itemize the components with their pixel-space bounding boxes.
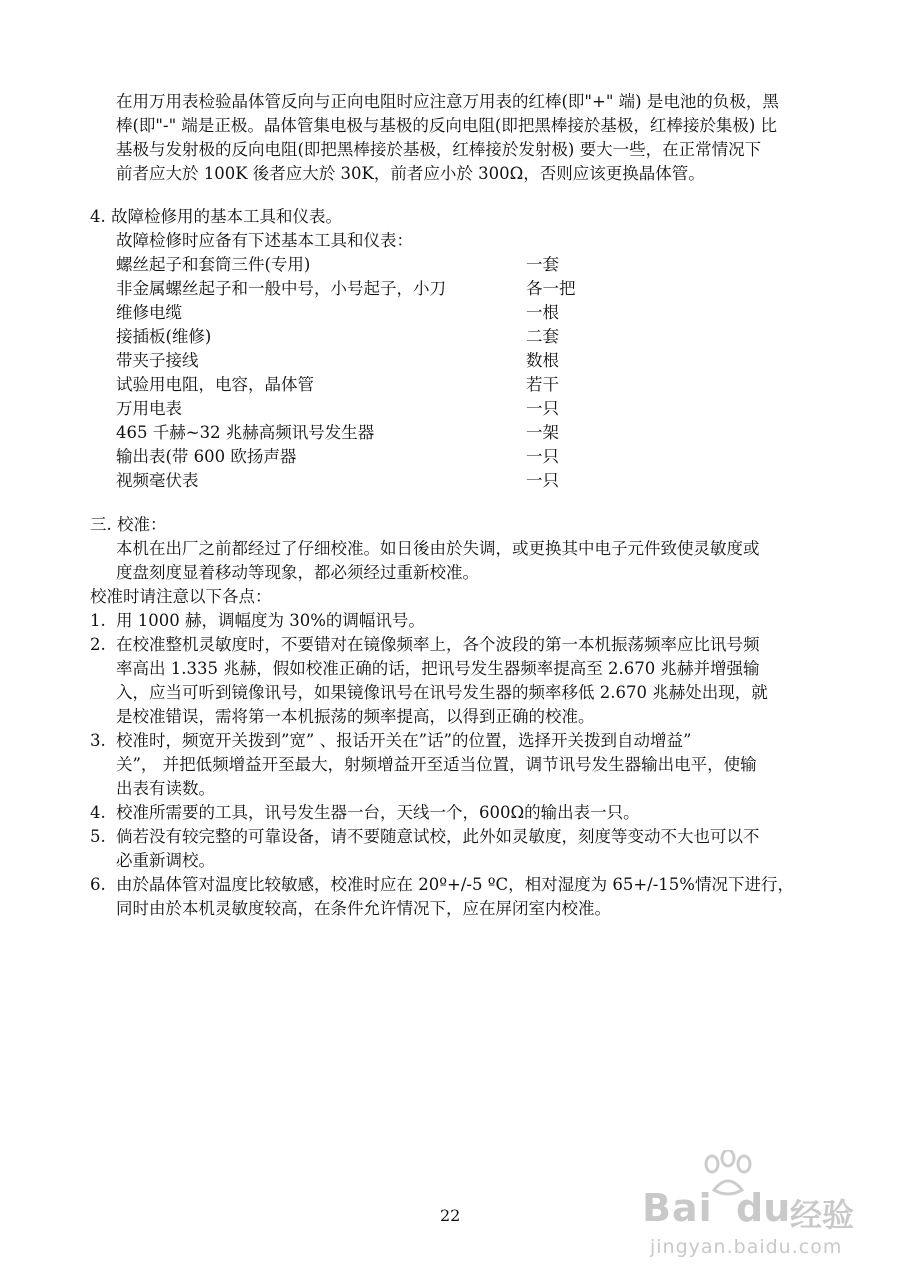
text-line: 入，应当可听到镜像讯号，如果镜像讯号在讯号发生器的频率移低 2.670 兆赫处出现，就 <box>116 683 768 702</box>
watermark-cn: 经验 <box>790 1196 855 1234</box>
watermark-brand: Bai <box>642 1186 713 1230</box>
notes-heading: 校准时请注意以下各点： <box>90 587 272 606</box>
tool-qty: 若干 <box>526 375 559 394</box>
page-number: 22 <box>440 1206 461 1225</box>
text-line: 本机在出厂之前都经过了仔细校准。如日後由於失调，或更换其中电子元件致使灵敏度或 <box>116 539 760 558</box>
text-line: 前者应大於 100K 後者应大於 30K，前者应小於 300Ω，否则应该更换晶体管。 <box>116 164 705 183</box>
list-item <box>116 421 636 445</box>
tool-name: 螺丝起子和套筒三件(专用) <box>116 255 311 274</box>
item-number: 5. <box>90 827 106 846</box>
text-line: 必重新调校。 <box>116 851 215 870</box>
watermark-brand-2: du <box>736 1186 791 1230</box>
list-item <box>116 277 636 301</box>
list-item <box>116 397 636 421</box>
text-line: 棒(即"-" 端是正极。晶体管集电极与基极的反向电阻(即把黑棒接於基极，红棒接於集极) 比 <box>116 116 778 135</box>
item-number: 6. <box>90 875 106 894</box>
section-intro: 故障检修时应备有下述基本工具和仪表： <box>116 231 413 250</box>
section-heading: 4. 故障检修用的基本工具和仪表。 <box>90 207 342 226</box>
text-line: 校准时，频宽开关拨到”宽” 、报话开关在”话”的位置，选择开关拨到自动增益” <box>116 731 692 750</box>
list-item <box>116 445 636 469</box>
tool-qty: 二套 <box>526 327 559 346</box>
list-item <box>116 469 636 493</box>
tool-qty: 一只 <box>526 471 559 490</box>
text-line: 同时由於本机灵敏度较高，在条件允许情况下，应在屏闭室内校准。 <box>116 899 611 918</box>
tool-name: 维修电缆 <box>116 303 182 322</box>
text-line: 在用万用表检验晶体管反向与正向电阻时应注意万用表的红棒(即"+" 端) 是电池的负极，黑 <box>116 92 779 111</box>
tool-qty: 一根 <box>526 303 559 322</box>
tool-qty: 一只 <box>526 447 559 466</box>
text-line: 在校准整机灵敏度时，不要错对在镜像频率上，各个波段的第一本机振荡频率应比讯号频 <box>116 635 760 654</box>
text-line: 基极与发射极的反向电阻(即把黑棒接於基极，红棒接於发射极) 要大一些，在正常情况下 <box>116 140 762 159</box>
item-number: 4. <box>90 803 106 822</box>
section-heading: 三. 校准： <box>90 515 167 534</box>
tool-qty: 一套 <box>526 255 559 274</box>
tool-name: 接插板(维修) <box>116 327 212 346</box>
list-item <box>116 349 636 373</box>
text-line: 度盘刻度显着移动等现象，都必须经过重新校准。 <box>116 563 479 582</box>
list-item <box>116 373 636 397</box>
watermark-url: jingyan.baidu.com <box>650 1236 843 1258</box>
tool-name: 视频毫伏表 <box>116 471 199 490</box>
tool-name: 465 千赫~32 兆赫高频讯号发生器 <box>116 423 375 442</box>
text-line: 倘若没有较完整的可靠设备，请不要随意试校，此外如灵敏度，刻度等变动不大也可以不 <box>116 827 760 846</box>
list-item <box>116 253 636 277</box>
tool-name: 试验用电阻，电容，晶体管 <box>116 375 314 394</box>
item-number: 2. <box>90 635 106 654</box>
text-line: 用 1000 赫，调幅度为 30%的调幅讯号。 <box>116 611 425 630</box>
tool-name: 非金属螺丝起子和一般中号，小号起子，小刀 <box>116 279 446 298</box>
text-line: 关”， 并把低频增益开至最大，射频增益开至适当位置，调节讯号发生器输出电平，使输 <box>116 755 757 774</box>
text-line: 率高出 1.335 兆赫，假如校准正确的话，把讯号发生器频率提高至 2.670 兆赫并增强输 <box>116 659 760 678</box>
text-line: 是校准错误，需将第一本机振荡的频率提高，以得到正确的校准。 <box>116 707 595 726</box>
tool-qty: 一架 <box>526 423 559 442</box>
text-line: 校准所需要的工具，讯号发生器一台，天线一个，600Ω的输出表一只。 <box>116 803 640 822</box>
text-line: 出表有读数。 <box>116 779 215 798</box>
tool-name: 输出表(带 600 欧扬声器 <box>116 447 297 466</box>
list-item <box>116 325 636 349</box>
text-line: 由於晶体管对温度比较敏感，校准时应在 20º+/-5 ºC，相对湿度为 65+/-15%情况下进行， <box>116 875 794 894</box>
tool-name: 万用电表 <box>116 399 182 418</box>
baidu-watermark <box>640 1150 890 1260</box>
tool-name: 带夹子接线 <box>116 351 199 370</box>
tool-qty: 各一把 <box>526 279 576 298</box>
tool-qty: 数根 <box>526 351 559 370</box>
item-number: 1. <box>90 611 106 630</box>
item-number: 3. <box>90 731 106 750</box>
tool-qty: 一只 <box>526 399 559 418</box>
list-item <box>116 301 636 325</box>
